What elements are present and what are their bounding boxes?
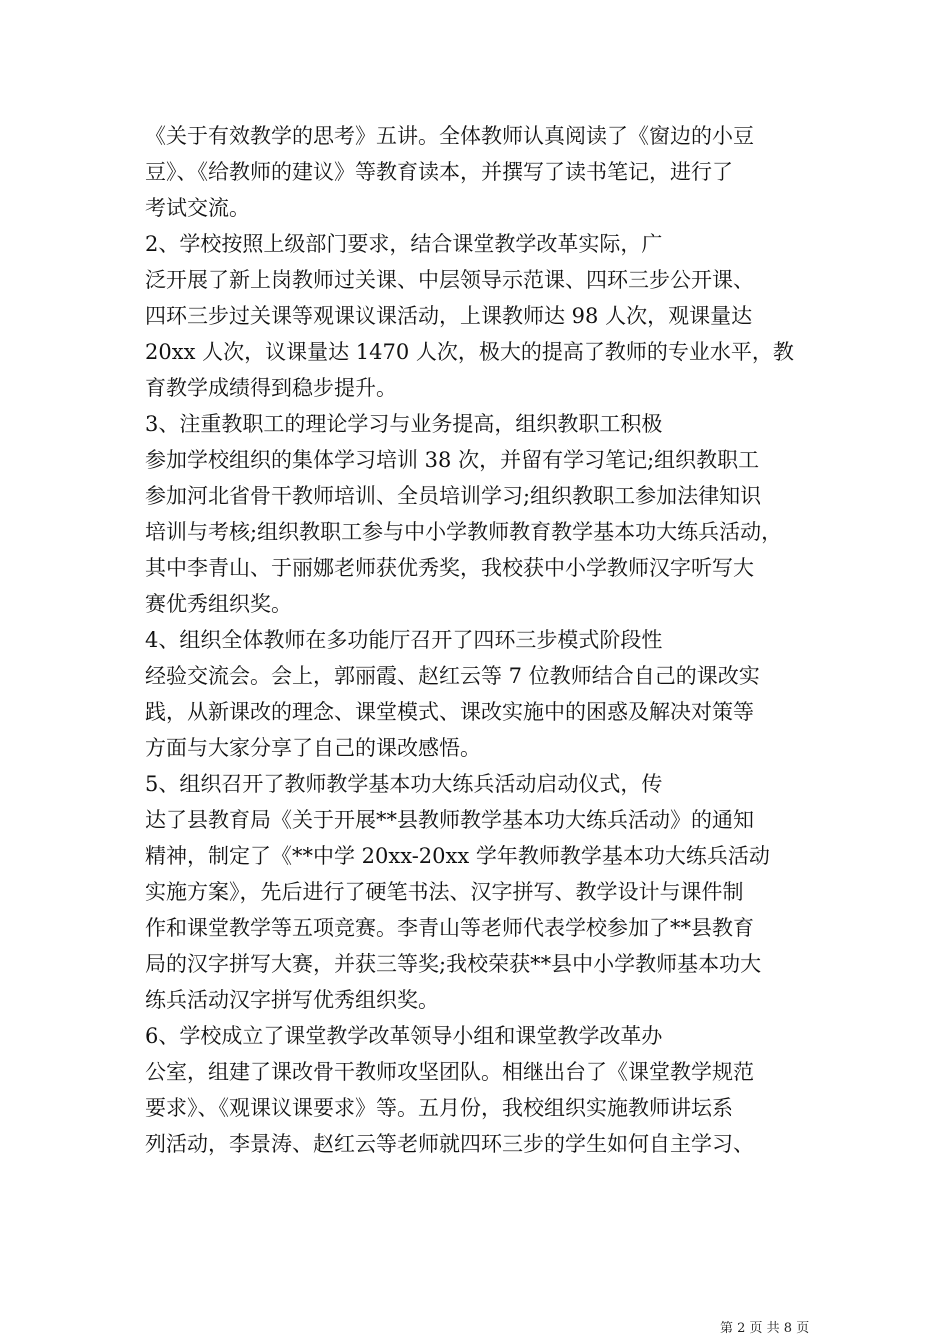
body-line: 参加学校组织的集体学习培训 38 次，并留有学习笔记;组织教职工 xyxy=(145,448,760,472)
body-line: 实施方案》，先后进行了硬笔书法、汉字拼写、教学设计与课件制 xyxy=(145,880,744,904)
document-body xyxy=(145,118,813,1162)
body-line: 作和课堂教学等五项竞赛。李青山等老师代表学校参加了**县教育 xyxy=(145,916,754,940)
body-line: 3、注重教职工的理论学习与业务提高，组织教职工积极 xyxy=(145,412,663,436)
page-number-footer: 第 2 页 共 8 页 xyxy=(720,1321,810,1336)
body-line: 列活动，李景涛、赵红云等老师就四环三步的学生如何自主学习、 xyxy=(145,1132,754,1156)
body-line: 要求》、《观课议课要求》等。五月份，我校组织实施教师讲坛系 xyxy=(145,1096,733,1120)
body-line: 育教学成绩得到稳步提升。 xyxy=(145,376,397,400)
body-line: 练兵活动汉字拼写优秀组织奖。 xyxy=(145,988,439,1012)
body-line: 达了县教育局《关于开展**县教师教学基本功大练兵活动》的通知 xyxy=(145,808,754,832)
body-line: 6、学校成立了课堂教学改革领导小组和课堂教学改革办 xyxy=(145,1024,663,1048)
body-line: 方面与大家分享了自己的课改感悟。 xyxy=(145,736,481,760)
body-line: 其中李青山、于丽娜老师获优秀奖，我校获中小学教师汉字听写大 xyxy=(145,556,754,580)
body-line: 豆》、《给教师的建议》等教育读本，并撰写了读书笔记，进行了 xyxy=(145,160,733,184)
body-line: 20xx 人次，议课量达 1470 人次，极大的提高了教师的专业水平，教 xyxy=(145,340,794,364)
body-line: 4、组织全体教师在多功能厅召开了四环三步模式阶段性 xyxy=(145,628,663,652)
body-line: 四环三步过关课等观课议课活动，上课教师达 98 人次，观课量达 xyxy=(145,304,753,328)
body-line: 培训与考核;组织教职工参与中小学教师教育教学基本功大练兵活动， xyxy=(145,520,783,544)
body-line: 精神，制定了《**中学 20xx-20xx 学年教师教学基本功大练兵活动 xyxy=(145,844,770,868)
body-line: 考试交流。 xyxy=(145,196,250,220)
body-line: 参加河北省骨干教师培训、全员培训学习;组织教职工参加法律知识 xyxy=(145,484,762,508)
body-line: 2、学校按照上级部门要求，结合课堂教学改革实际，广 xyxy=(145,232,663,256)
body-line: 践，从新课改的理念、课堂模式、课改实施中的困惑及解决对策等 xyxy=(145,700,754,724)
body-line: 《关于有效教学的思考》五讲。全体教师认真阅读了《窗边的小豆 xyxy=(145,124,754,148)
body-line: 泛开展了新上岗教师过关课、中层领导示范课、四环三步公开课、 xyxy=(145,268,754,292)
body-line: 5、组织召开了教师教学基本功大练兵活动启动仪式，传 xyxy=(145,772,663,796)
body-line: 经验交流会。会上，郭丽霞、赵红云等 7 位教师结合自己的课改实 xyxy=(145,664,760,688)
body-line: 公室，组建了课改骨干教师攻坚团队。相继出台了《课堂教学规范 xyxy=(145,1060,754,1084)
body-line: 赛优秀组织奖。 xyxy=(145,592,292,616)
body-line: 局的汉字拼写大赛，并获三等奖;我校荣获**县中小学教师基本功大 xyxy=(145,952,762,976)
